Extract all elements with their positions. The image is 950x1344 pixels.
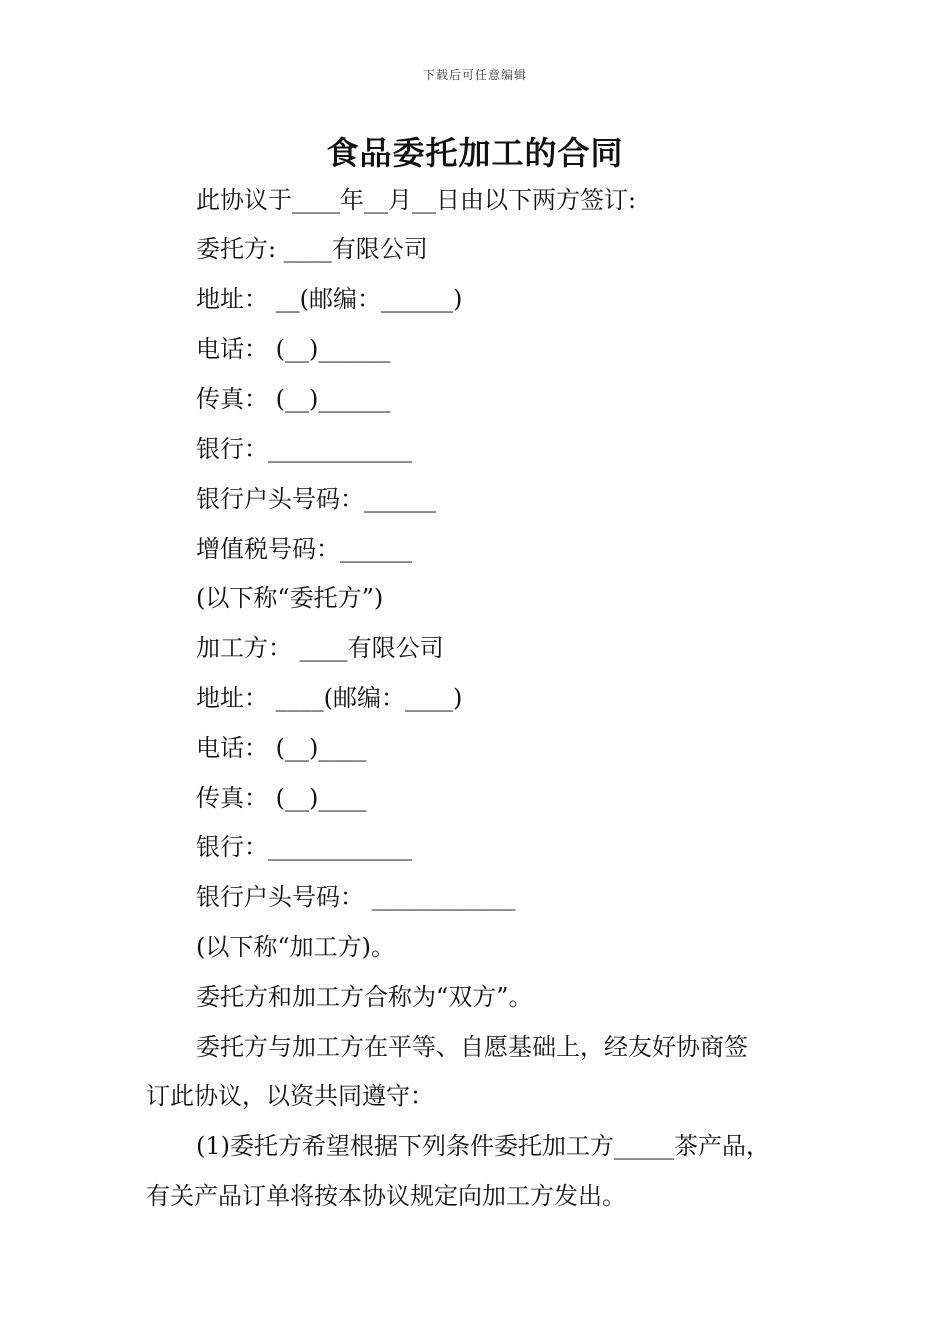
clause-1-line-1: (1)委托方希望根据下列条件委托加工方_____茶产品， bbox=[196, 1132, 770, 1160]
client-name-line: 委托方: ____有限公司 bbox=[196, 235, 428, 263]
client-account-line: 银行户头号码：______ bbox=[196, 485, 436, 513]
client-alias-line: (以下称“委托方”) bbox=[196, 584, 384, 612]
header-note: 下载后可任意编辑 bbox=[422, 68, 527, 82]
clause-1-line-2: 有关产品订单将按本协议规定向加工方发出。 bbox=[146, 1182, 626, 1210]
processor-alias-line: (以下称“加工方)。 bbox=[196, 933, 395, 961]
signing-date-line: 此协议于____年__月__日由以下两方签订: bbox=[196, 186, 637, 214]
client-bank-line: 银行：____________ bbox=[196, 435, 412, 463]
parties-definition-line: 委托方和加工方合称为“双方”。 bbox=[196, 983, 533, 1011]
client-vat-line: 增值税号码：______ bbox=[196, 535, 412, 563]
processor-phone-line: 电话： (__)____ bbox=[196, 734, 367, 762]
preamble-paragraph-line-2: 订此协议，以资共同遵守： bbox=[146, 1082, 434, 1110]
preamble-paragraph-line-1: 委托方与加工方在平等、自愿基础上，经友好协商签 bbox=[196, 1033, 748, 1061]
client-phone-line: 电话： (__)______ bbox=[196, 335, 391, 363]
processor-fax-line: 传真： (__)____ bbox=[196, 784, 367, 812]
client-address-line: 地址： __(邮编：______) bbox=[196, 285, 463, 313]
processor-name-line: 加工方： ____有限公司 bbox=[196, 634, 444, 662]
document-title: 食品委托加工的合同 bbox=[326, 134, 624, 172]
processor-address-line: 地址： ____(邮编：____) bbox=[196, 684, 463, 712]
processor-account-line: 银行户头号码： ____________ bbox=[196, 883, 516, 911]
processor-bank-line: 银行：____________ bbox=[196, 833, 412, 861]
client-fax-line: 传真： (__)______ bbox=[196, 385, 391, 413]
